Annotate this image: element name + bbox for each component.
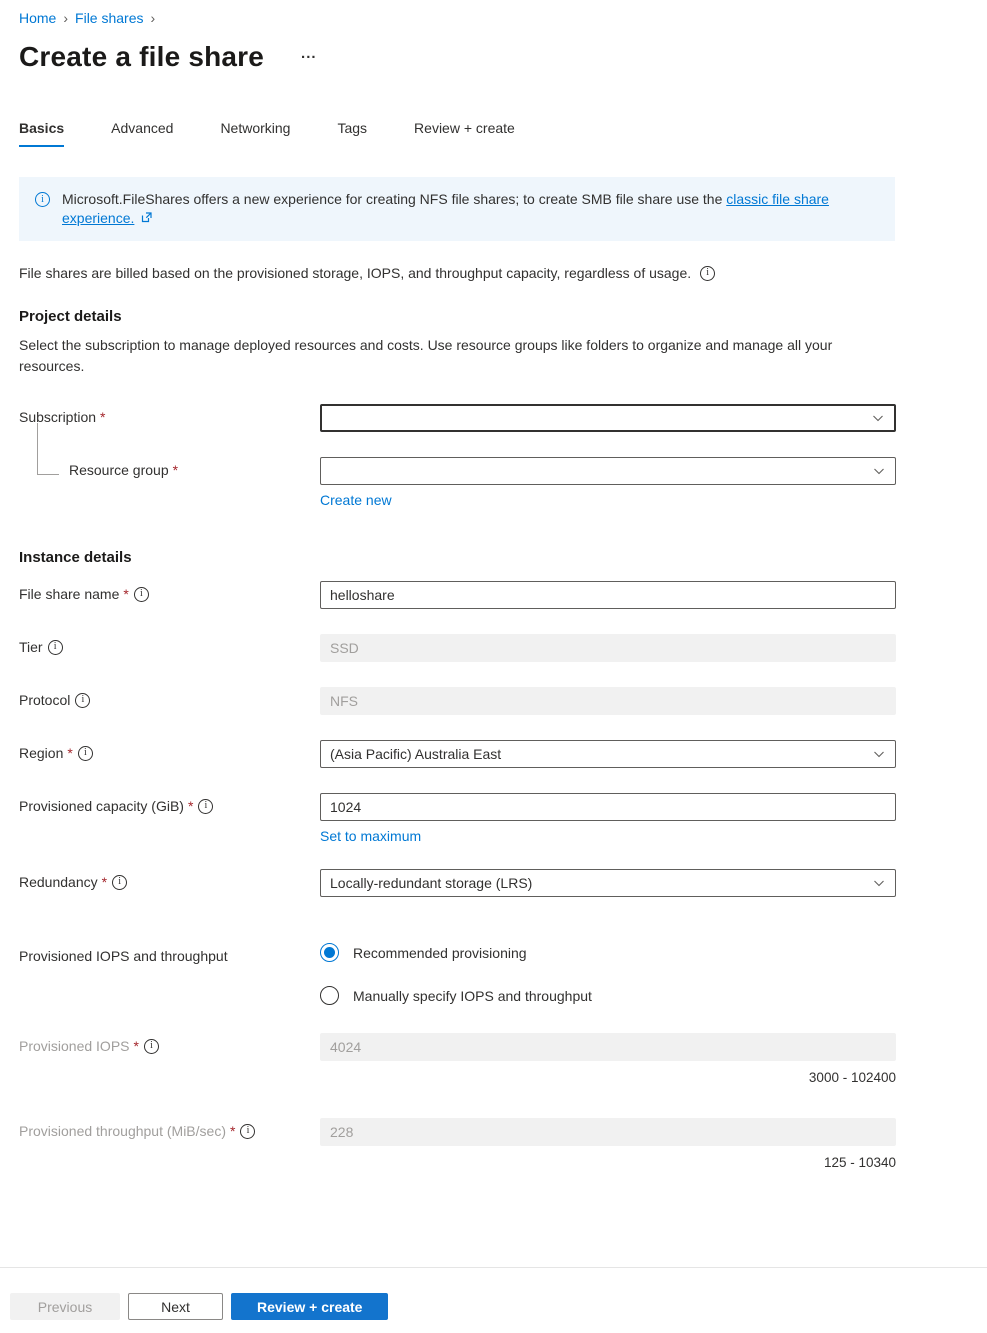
tab-review-create[interactable]: Review + create	[414, 120, 515, 136]
info-banner	[19, 177, 895, 241]
field-resource-group	[19, 457, 987, 508]
tab-advanced[interactable]: Advanced	[111, 120, 174, 136]
radio-recommended-label: Recommended provisioning	[353, 944, 527, 961]
page-title: Create a file share	[19, 41, 265, 72]
provisioned-capacity-label: Provisioned capacity (GiB) * i	[19, 793, 320, 814]
region-dropdown[interactable]	[320, 740, 896, 768]
field-iops-throughput-mode	[19, 935, 987, 1005]
provisioned-throughput-input	[320, 1118, 896, 1146]
project-details-heading: Project details	[19, 308, 122, 325]
field-region	[19, 740, 987, 768]
billing-note-text: File shares are billed based on the provisioned storage, IOPS, and throughput capacity, regardless of usage.	[19, 265, 692, 281]
field-redundancy	[19, 869, 987, 897]
previous-button: Previous	[10, 1293, 120, 1320]
provisioned-throughput-label: Provisioned throughput (MiB/sec) * i	[19, 1118, 320, 1139]
provisioned-iops-label: Provisioned IOPS * i	[19, 1033, 320, 1054]
info-banner-text: Microsoft.FileShares offers a new experience for creating NFS file shares; to create SMB file share use the classic file share experience.	[62, 191, 829, 226]
breadcrumb-home-link[interactable]: Home	[19, 10, 57, 26]
resource-group-dropdown[interactable]	[320, 457, 896, 485]
breadcrumb	[19, 10, 987, 26]
radio-manual-label: Manually specify IOPS and throughput	[353, 987, 592, 1004]
tier-label: Tier i	[19, 634, 320, 655]
provisioned-iops-input	[320, 1033, 896, 1061]
tab-tags[interactable]: Tags	[337, 120, 368, 136]
region-value: (Asia Pacific) Australia East	[330, 746, 502, 762]
tab-basics[interactable]: Basics	[19, 120, 64, 147]
subscription-dropdown[interactable]	[320, 404, 896, 432]
review-create-button[interactable]: Review + create	[231, 1293, 388, 1320]
tab-bar	[19, 120, 987, 147]
field-file-share-name	[19, 581, 987, 609]
required-asterisk: *	[101, 874, 108, 890]
info-icon[interactable]: i	[78, 746, 93, 761]
tier-input	[320, 634, 896, 662]
file-share-name-input[interactable]	[320, 581, 896, 609]
next-button[interactable]: Next	[128, 1293, 223, 1320]
create-new-link[interactable]: Create new	[320, 492, 392, 508]
chevron-down-icon	[872, 876, 886, 890]
field-provisioned-iops	[19, 1033, 987, 1085]
required-asterisk: *	[100, 409, 106, 425]
info-icon: i	[35, 192, 50, 207]
external-link-icon	[141, 209, 152, 228]
radio-manually-specify[interactable]	[320, 986, 896, 1005]
info-icon[interactable]: i	[144, 1039, 159, 1054]
required-asterisk: *	[133, 1038, 139, 1054]
chevron-right-icon: ›	[150, 10, 156, 26]
provisioned-iops-range: 3000 - 102400	[808, 1070, 896, 1085]
required-asterisk: *	[187, 798, 194, 814]
info-icon[interactable]: i	[198, 799, 213, 814]
chevron-right-icon: ›	[63, 10, 69, 26]
required-asterisk: *	[123, 586, 129, 602]
billing-note	[19, 265, 987, 281]
info-icon[interactable]: i	[240, 1124, 255, 1139]
chevron-down-icon	[871, 411, 885, 425]
field-provisioned-throughput	[19, 1118, 987, 1170]
field-subscription	[19, 404, 987, 432]
chevron-down-icon	[872, 464, 886, 478]
protocol-input	[320, 687, 896, 715]
region-label: Region * i	[19, 740, 320, 761]
project-details-description: Select the subscription to manage deployed resources and costs. Use resource groups like folders to organize and manage all your resources.	[19, 337, 833, 374]
wizard-footer	[0, 1267, 987, 1333]
subscription-label: Subscription *	[19, 409, 106, 425]
iops-throughput-label: Provisioned IOPS and throughput	[19, 948, 228, 964]
info-icon[interactable]: i	[48, 640, 63, 655]
info-icon[interactable]: i	[700, 266, 715, 281]
chevron-down-icon	[872, 747, 886, 761]
required-asterisk: *	[230, 1123, 236, 1139]
redundancy-dropdown[interactable]	[320, 869, 896, 897]
field-protocol	[19, 687, 987, 715]
field-provisioned-capacity	[19, 793, 987, 844]
required-asterisk: *	[67, 745, 73, 761]
info-icon[interactable]: i	[112, 875, 127, 890]
redundancy-value: Locally-redundant storage (LRS)	[330, 875, 533, 891]
breadcrumb-file-shares-link[interactable]: File shares	[75, 10, 144, 26]
more-options-button[interactable]: ...	[297, 42, 321, 65]
resource-group-label: Resource group *	[19, 457, 320, 478]
provisioned-capacity-input[interactable]	[320, 793, 896, 821]
redundancy-label: Redundancy * i	[19, 869, 320, 890]
info-icon[interactable]: i	[134, 587, 149, 602]
title-row	[19, 41, 987, 73]
protocol-label: Protocol i	[19, 687, 320, 708]
tab-networking[interactable]: Networking	[220, 120, 291, 136]
instance-details-heading: Instance details	[19, 549, 132, 566]
resource-group-indent-connector	[37, 423, 59, 475]
required-asterisk: *	[172, 462, 179, 478]
classic-experience-link[interactable]: classic file share experience.	[62, 191, 829, 226]
radio-recommended-provisioning[interactable]	[320, 943, 896, 962]
field-tier	[19, 634, 987, 662]
file-share-name-label: File share name * i	[19, 581, 320, 602]
provisioned-throughput-range: 125 - 10340	[823, 1155, 896, 1170]
set-to-maximum-link[interactable]: Set to maximum	[320, 828, 422, 844]
radio-button-icon	[320, 986, 339, 1005]
info-icon[interactable]: i	[75, 693, 90, 708]
radio-button-icon	[320, 943, 339, 962]
